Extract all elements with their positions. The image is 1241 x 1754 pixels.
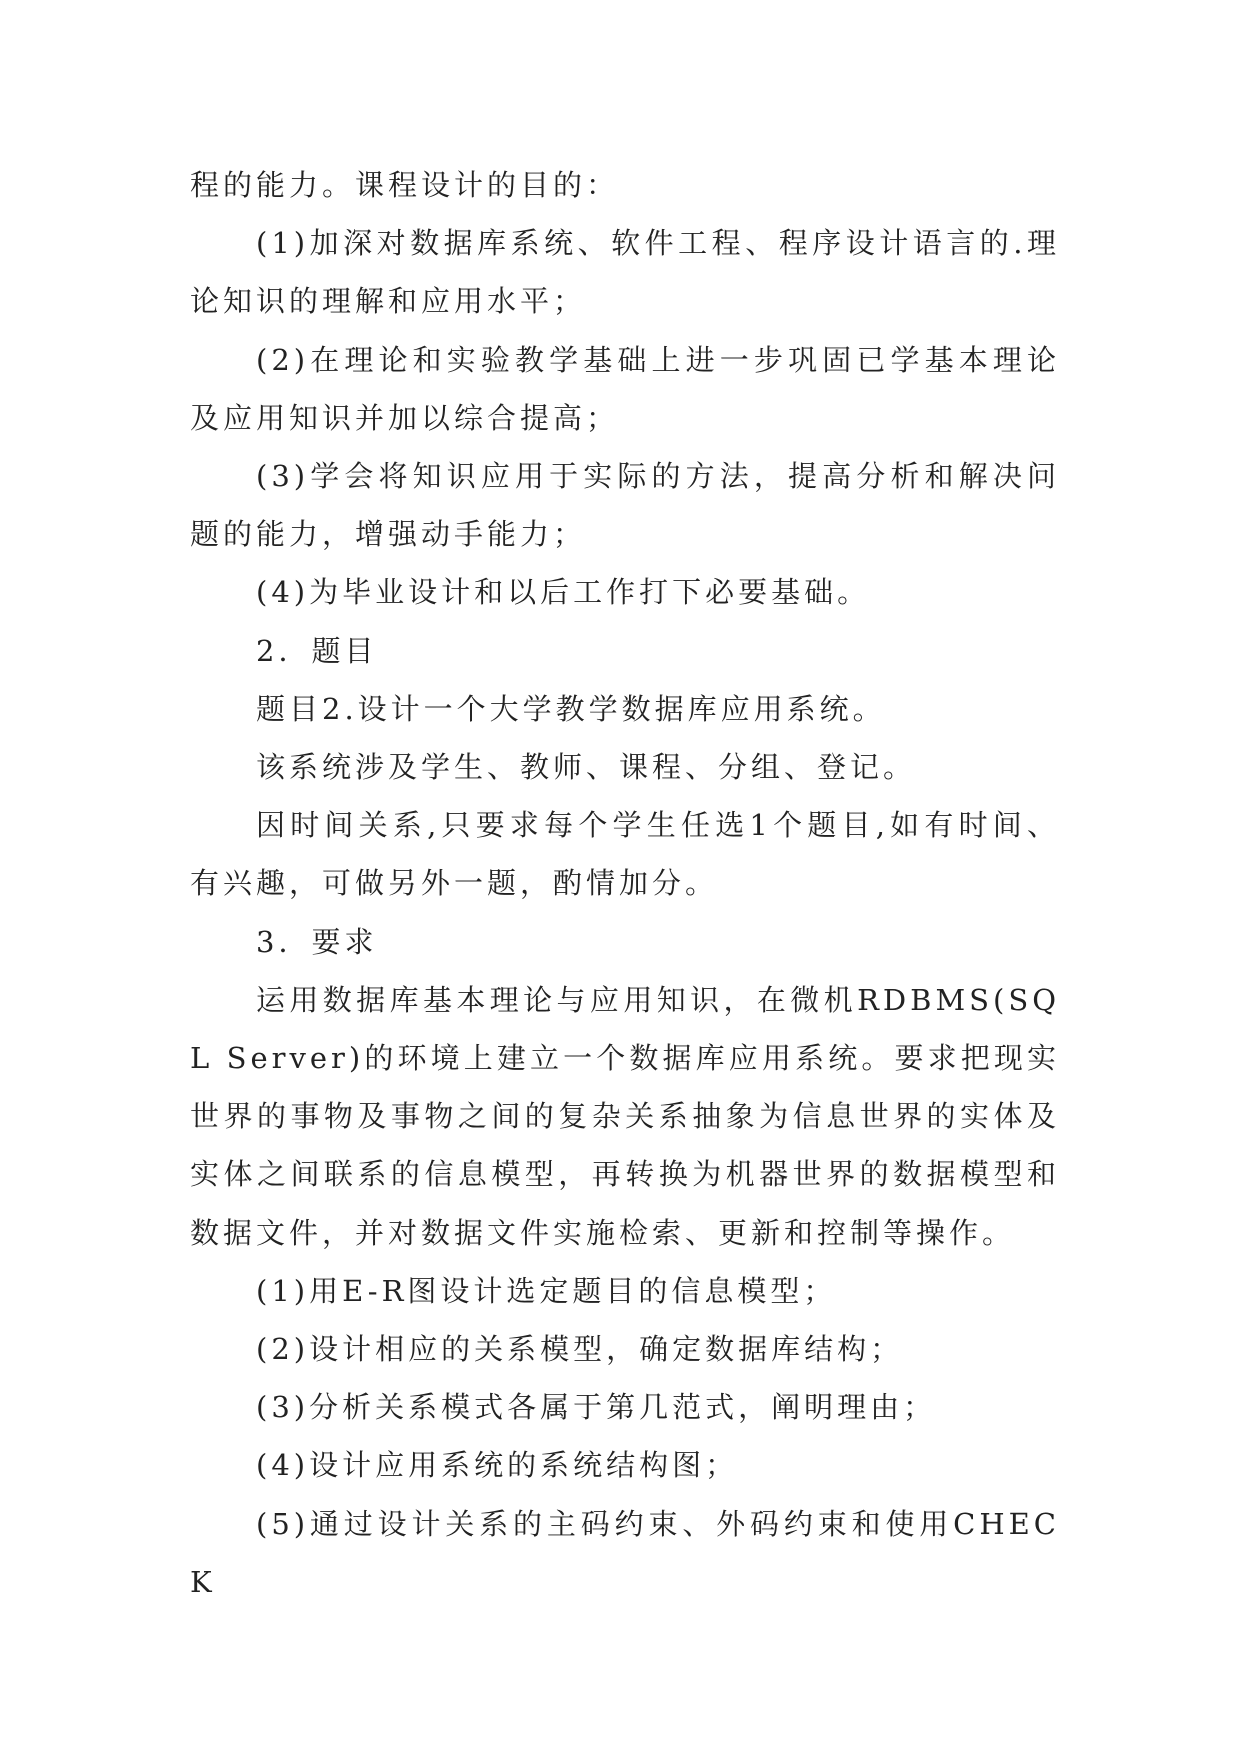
paragraph-requirements: 运用数据库基本理论与应用知识，在微机RDBMS(SQL Server)的环境上建立一个数据库应用系统。要求把现实世界的事物及事物之间的复杂关系抽象为信息世界的实体及实体之间联系的信息模型，再转换为机器世界的数据模型和数据文件，并对数据文件实施检索、更新和控制等操作。 [190, 982, 1060, 1250]
paragraph-goal-1: (1)加深对数据库系统、软件工程、程序设计语言的.理论知识的理解和应用水平； [190, 226, 1060, 319]
section-heading-requirements: 3．要求 [256, 924, 378, 959]
section-heading-topic: 2．题目 [256, 633, 378, 668]
paragraph-continuation: 程的能力。课程设计的目的： [190, 168, 620, 202]
paragraph-req-2: (2)设计相应的关系模型，确定数据库结构； [256, 1332, 904, 1367]
paragraph-goal-4: (4)为毕业设计和以后工作打下必要基础。 [256, 575, 871, 610]
paragraph-topic: 题目2.设计一个大学教学数据库应用系统。 [256, 691, 886, 726]
paragraph-time-note: 因时间关系,只要求每个学生任选1个题目,如有时间、有兴趣，可做另外一题，酌情加分。 [190, 808, 1060, 901]
paragraph-req-1: (1)用E-R图设计选定题目的信息模型； [256, 1273, 837, 1308]
paragraph-goal-2: (2)在理论和实验教学基础上进一步巩固已学基本理论及应用知识并加以综合提高； [190, 342, 1060, 435]
paragraph-req-4: (4)设计应用系统的系统结构图； [256, 1448, 739, 1483]
paragraph-req-3: (3)分析关系模式各属于第几范式，阐明理由； [256, 1390, 937, 1425]
document-body [190, 156, 1060, 1611]
paragraph-req-5: (5)通过设计关系的主码约束、外码约束和使用CHECK [190, 1506, 1060, 1599]
paragraph-goal-3: (3)学会将知识应用于实际的方法，提高分析和解决问题的能力，增强动手能力； [190, 459, 1060, 552]
paragraph-scope: 该系统涉及学生、教师、课程、分组、登记。 [256, 750, 917, 785]
